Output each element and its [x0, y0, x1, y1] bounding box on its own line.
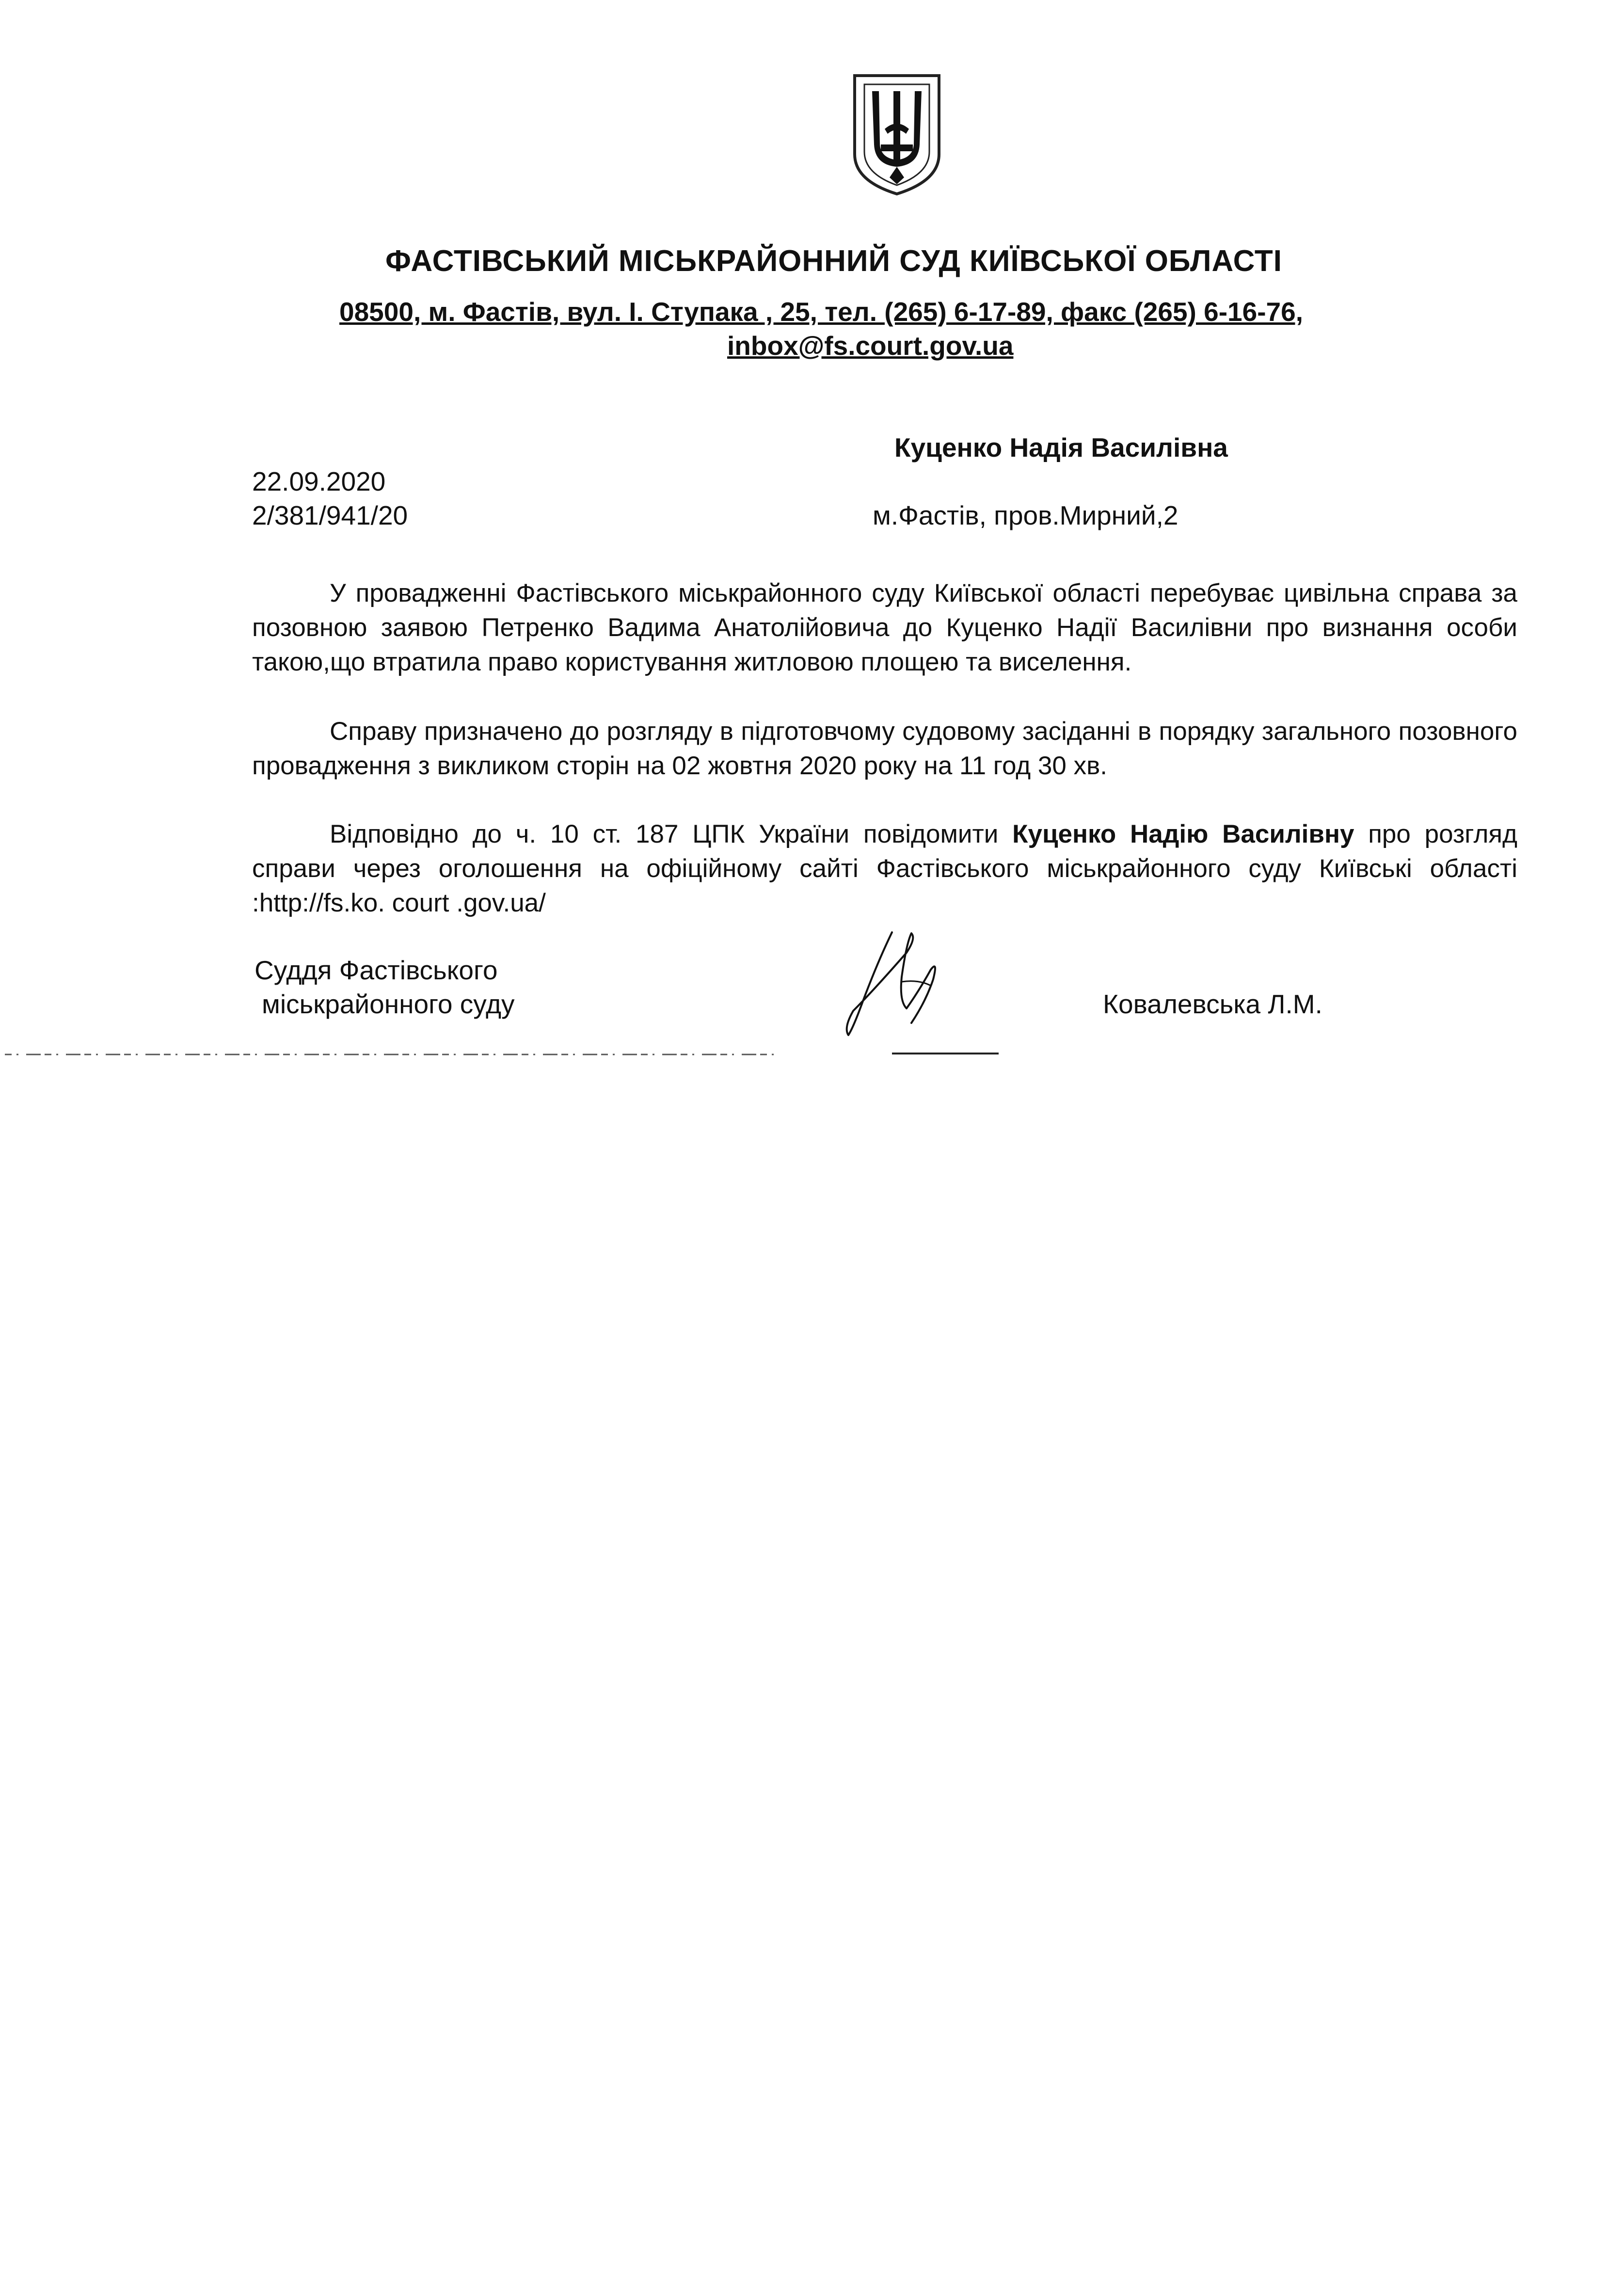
court-address: 08500, м. Фастів, вул. І. Ступака , 25, тел. (265) 6-17-89, факс (265) 6-16-76, — [339, 297, 1303, 327]
case-number: 2/381/941/20 — [252, 500, 408, 530]
paragraph-3-recipient: Куценко Надію Василівну — [1012, 820, 1354, 848]
court-email: inbox@fs.court.gov.ua — [727, 331, 1014, 361]
paragraph-3-end: про розгляд справи через оголошення на офіційному сайті Фастівського міськрайонного суду Київські області :http://fs.ko. court .gov.ua/ — [252, 820, 1518, 917]
body-paragraph-1 — [252, 576, 1517, 679]
body-paragraph-2 — [252, 714, 1517, 783]
judge-title-line1: Суддя Фастівського — [255, 955, 498, 985]
body-paragraph-3 — [252, 817, 1517, 920]
judge-name: Ковалевська Л.М. — [1103, 989, 1322, 1019]
handwritten-signature — [834, 924, 960, 1040]
scan-artifact-line — [0, 1051, 1008, 1058]
document-date: 22.09.2020 — [252, 466, 386, 496]
paragraph-3-start: Відповідно до ч. 10 ст. 187 ЦПК України повідомити — [330, 820, 1013, 848]
paragraph-2-text: Справу призначено до розгляду в підготовчому судовому засіданні в порядку загального позовного провадження з викликом сторін на 02 жовтня 2020 року на 11 год 30 хв. — [252, 717, 1517, 780]
recipient-address: м.Фастів, пров.Мирний,2 — [873, 500, 1178, 530]
judge-title-line2: міськрайонного суду — [262, 989, 515, 1019]
paragraph-1-text: У провадженні Фастівського міськрайонного суду Київської області перебуває цивільна справа за позовною заявою Петренко Вадима Анатолійовича до Куценко Надії Василівни про визнання особи такою,що втратила право користування житловою площею та виселення. — [252, 579, 1517, 676]
court-name: ФАСТІВСЬКИЙ МІСЬКРАЙОННИЙ СУД КИЇВСЬКОЇ ОБЛАСТІ — [385, 244, 1283, 278]
trident-coat-of-arms-icon — [851, 72, 943, 198]
recipient-name: Куценко Надія Василівна — [894, 432, 1228, 463]
